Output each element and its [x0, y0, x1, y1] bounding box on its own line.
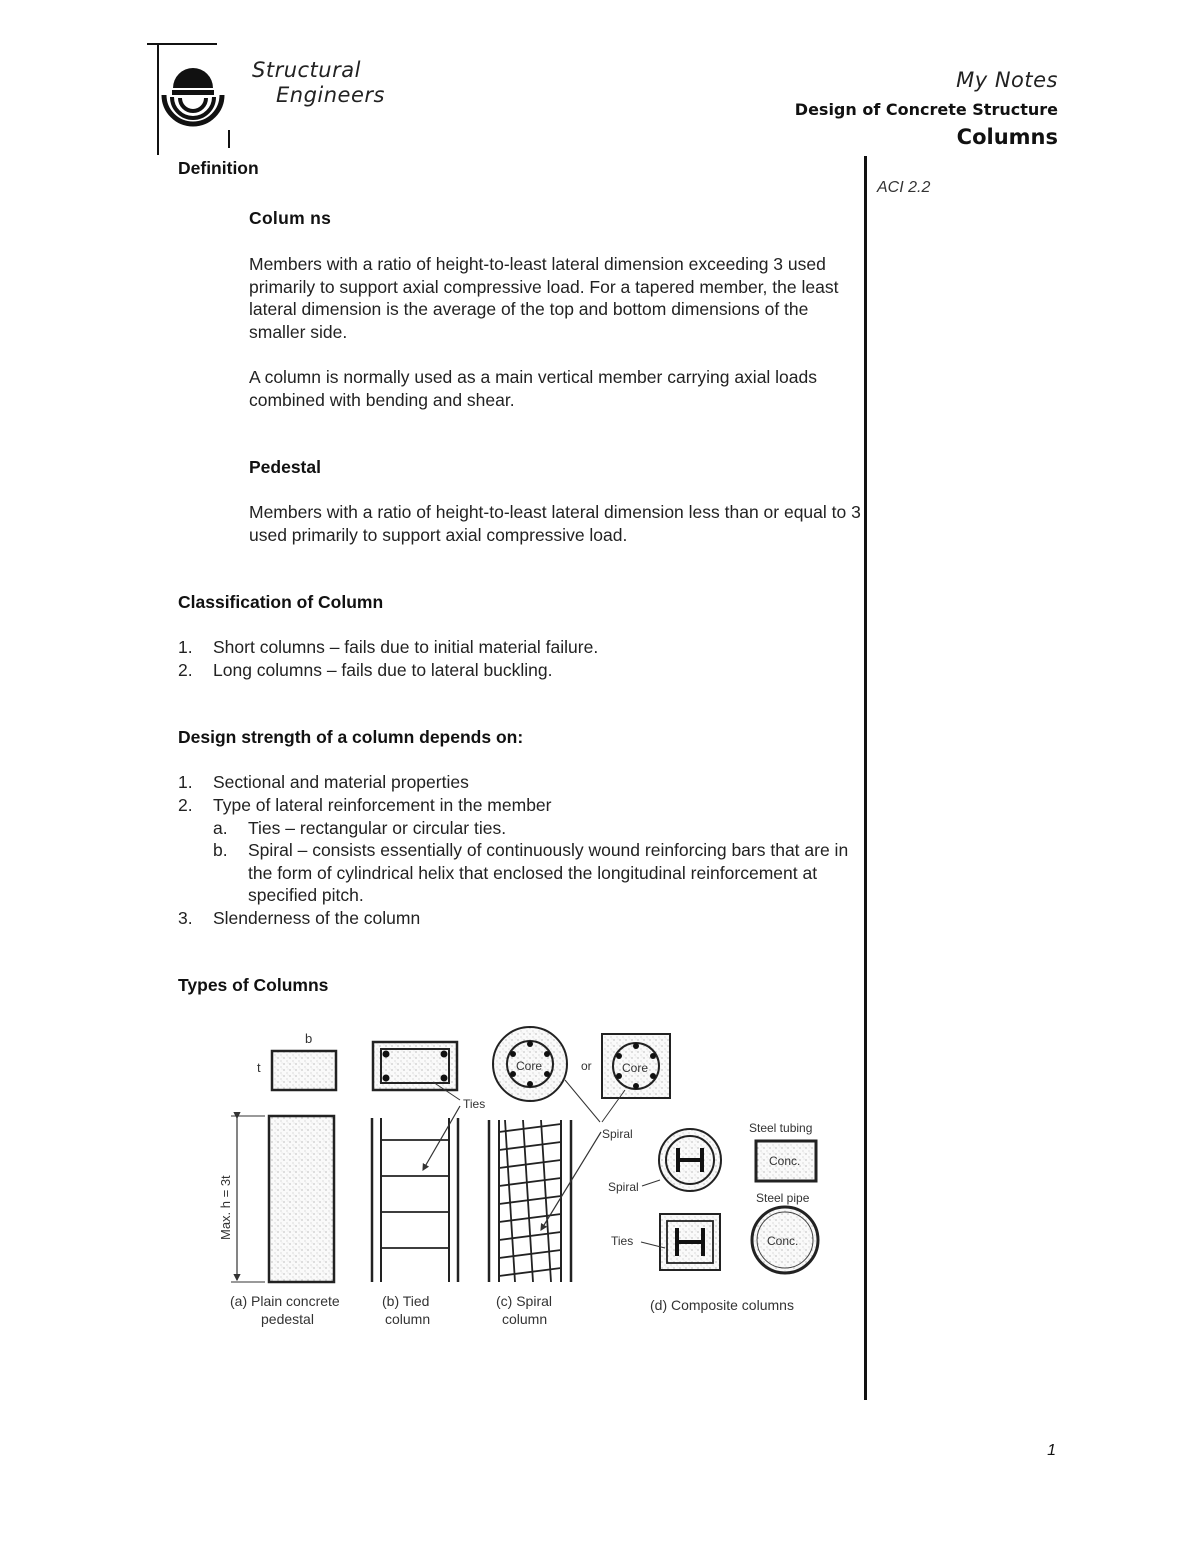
ties-label: Ties	[463, 1097, 486, 1111]
plain-pedestal-diagram	[218, 1031, 336, 1282]
company-logo-icon	[160, 60, 230, 130]
types-heading: Types of Columns	[178, 975, 329, 995]
list-item-text: Short columns – fails due to initial material failure.	[213, 637, 599, 657]
caption-a-line1: (a) Plain concrete	[230, 1293, 340, 1309]
dim-b-label: b	[305, 1031, 313, 1046]
list-item-number: b.	[213, 840, 228, 860]
core-label: Core	[516, 1059, 543, 1073]
columns-subheading: Colum ns	[249, 208, 332, 228]
tied-column-diagram	[372, 1042, 485, 1282]
my-notes-label: My Notes	[956, 68, 1058, 92]
caption-b-line1: (b) Tied	[382, 1293, 430, 1309]
logo-frame-left	[157, 43, 159, 155]
caption-c-line1: (c) Spiral	[496, 1293, 553, 1309]
brand-line-1: Structural	[252, 58, 361, 82]
spiral-column-diagram	[489, 1027, 670, 1282]
margin-divider	[864, 156, 867, 1400]
conc-label: Conc.	[769, 1154, 801, 1168]
list-item-text: Spiral – consists essentially of continuously wound reinforcing bars that are in the form of cylindrical helix that enclosed the longitudinal reinforcement at specified pitch.	[248, 840, 849, 906]
design-strength-heading: Design strength of a column depends on:	[178, 727, 524, 747]
subject-title: Design of Concrete Structure	[794, 100, 1058, 119]
spiral-label: Spiral	[602, 1127, 633, 1141]
columns-usage-paragraph: A column is normally used as a main vertical member carrying axial loads combined with bending and shear.	[249, 367, 818, 410]
list-item-number: 1.	[178, 772, 193, 792]
list-item-text: Type of lateral reinforcement in the member	[213, 795, 552, 815]
pedestal-definition-paragraph: Members with a ratio of height-to-least lateral dimension less than or equal to 3 used primarily to support axial compressive load.	[249, 502, 861, 545]
list-item-number: 2.	[178, 795, 193, 815]
or-label: or	[581, 1059, 592, 1073]
list-item-number: 1.	[178, 637, 193, 657]
list-item-text: Long columns – fails due to lateral buckling.	[213, 660, 553, 680]
caption-b-line2: column	[385, 1311, 431, 1327]
max-h-label: Max. h = 3t	[218, 1175, 233, 1240]
dim-t-label: t	[257, 1060, 261, 1075]
list-item-number: 2.	[178, 660, 193, 680]
spiral-label-2: Spiral	[608, 1180, 639, 1194]
caption-c-line2: column	[502, 1311, 548, 1327]
margin-reference-note: ACI 2.2	[877, 179, 931, 196]
conc-label-2: Conc.	[767, 1234, 799, 1248]
column-types-figure	[205, 1020, 845, 1340]
columns-definition-paragraph: Members with a ratio of height-to-least lateral dimension exceeding 3 used primarily to support axial compressive load. For a tapered member, the least lateral dimension is the average of the top and bottom dimensions of the smaller side.	[249, 254, 839, 342]
definition-heading: Definition	[178, 158, 259, 178]
list-item-text: Ties – rectangular or circular ties.	[248, 818, 507, 838]
list-item-text: Sectional and material properties	[213, 772, 469, 792]
list-item-text: Slenderness of the column	[213, 908, 421, 928]
composite-columns-diagram	[608, 1121, 818, 1273]
ties-label-2: Ties	[611, 1234, 634, 1248]
brand-line-2: Engineers	[276, 83, 385, 107]
brand-name	[252, 58, 385, 108]
steel-pipe-label: Steel pipe	[756, 1191, 810, 1205]
logo-tick	[228, 130, 230, 148]
core-label-2: Core	[622, 1061, 649, 1075]
pedestal-subheading: Pedestal	[249, 457, 321, 477]
caption-a-line2: pedestal	[261, 1311, 314, 1327]
topic-title: Columns	[956, 125, 1058, 149]
steel-tubing-label: Steel tubing	[749, 1121, 813, 1135]
caption-d: (d) Composite columns	[650, 1297, 794, 1313]
list-item-number: 3.	[178, 908, 193, 928]
page-number: 1	[1047, 1442, 1056, 1459]
classification-heading: Classification of Column	[178, 592, 384, 612]
list-item-number: a.	[213, 818, 228, 838]
